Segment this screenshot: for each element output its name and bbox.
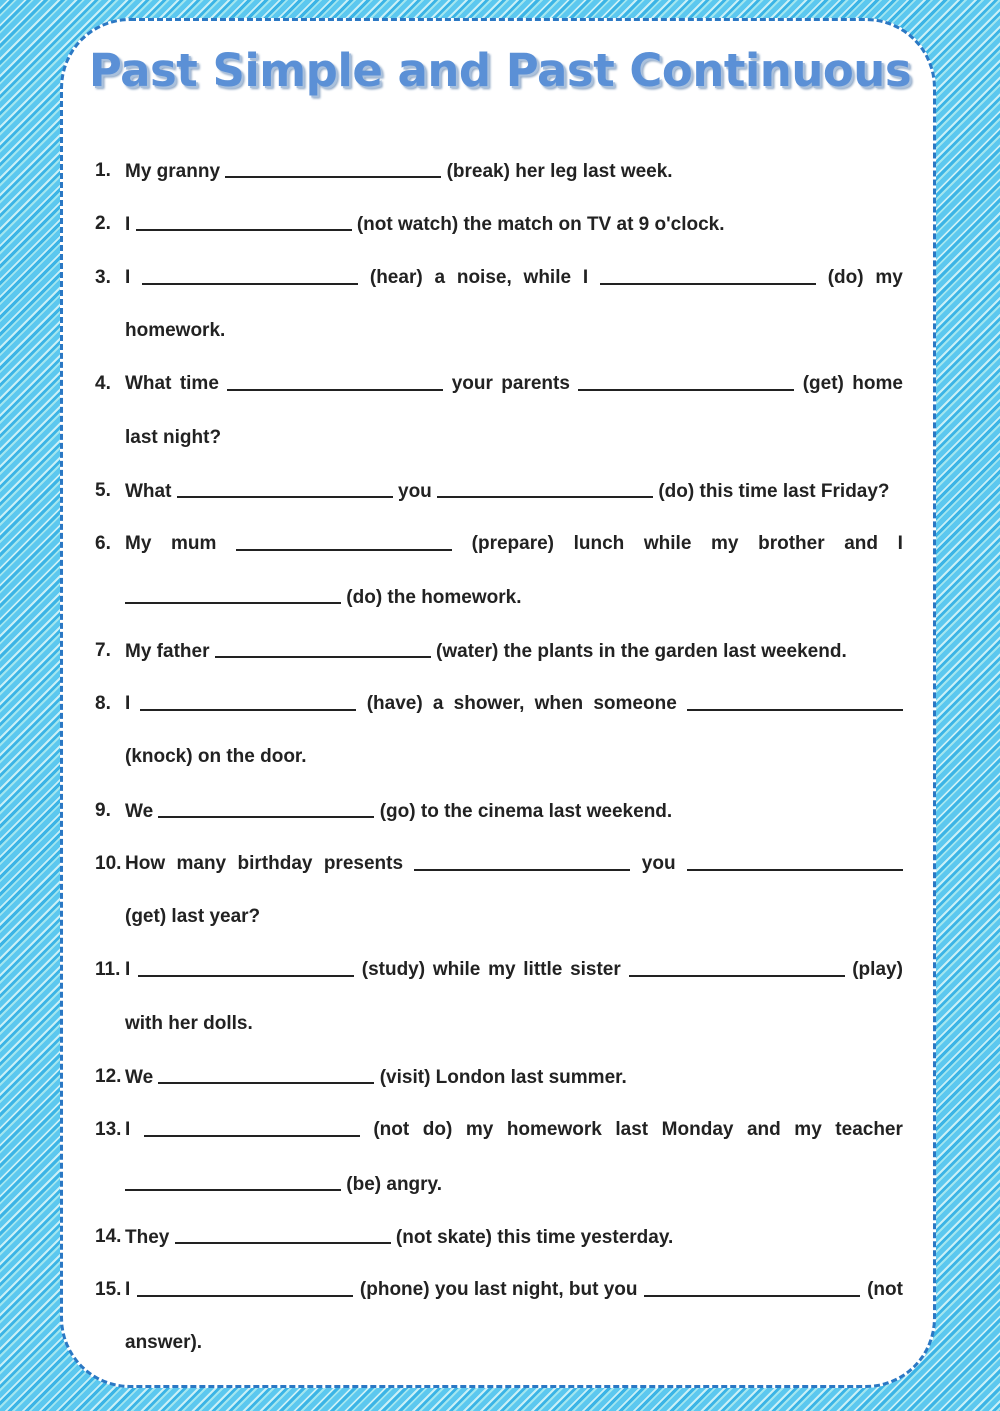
text: (play): [852, 959, 903, 980]
answer-blank[interactable]: [137, 1275, 353, 1297]
answer-blank[interactable]: [644, 1275, 860, 1297]
text: last: [615, 1119, 649, 1140]
exercise-11-continued: [125, 1009, 903, 1039]
item-number: 12.: [95, 1066, 122, 1087]
text: My: [125, 533, 152, 554]
item-number: 4.: [95, 373, 111, 394]
answer-blank[interactable]: [600, 263, 816, 285]
text: homework: [506, 1119, 602, 1140]
exercise-6: [95, 529, 903, 559]
text: What: [125, 373, 172, 394]
text: answer).: [125, 1332, 203, 1353]
text: My father: [125, 641, 210, 662]
text: presents: [323, 853, 404, 874]
answer-blank[interactable]: [175, 1222, 391, 1244]
text: my: [875, 267, 903, 288]
text: (do) the homework.: [346, 587, 522, 608]
answer-blank[interactable]: [215, 636, 431, 658]
exercise-12: [95, 1062, 903, 1092]
text: my: [711, 533, 739, 554]
exercise-5: [95, 476, 903, 506]
text: time: [179, 373, 219, 394]
answer-blank[interactable]: [629, 955, 845, 977]
exercise-14: [95, 1222, 903, 1252]
text: (not skate) this time yesterday.: [395, 1227, 674, 1248]
answer-blank[interactable]: [578, 369, 794, 391]
text: sister: [570, 959, 621, 980]
exercise-10: [95, 849, 903, 879]
text: and: [844, 533, 878, 554]
text: My granny: [125, 161, 221, 182]
text: mum: [171, 533, 217, 554]
exercise-3: [95, 263, 903, 293]
exercise-2: [95, 209, 903, 239]
text: (do): [827, 267, 864, 288]
item-number: 3.: [95, 267, 111, 288]
text: I: [125, 1119, 131, 1140]
text: teacher: [835, 1119, 903, 1140]
text: (be) angry.: [346, 1174, 442, 1195]
answer-blank[interactable]: [225, 156, 441, 178]
exercise-3-continued: [125, 316, 903, 346]
item-number: 2.: [95, 213, 111, 234]
text: parents: [501, 373, 570, 394]
text: (water) the plants in the garden last weekend.: [436, 641, 847, 662]
text: a: [432, 693, 444, 714]
text: (break) her leg last week.: [446, 161, 673, 182]
exercise-6-continued: [125, 582, 903, 612]
text: We: [125, 801, 154, 822]
exercise-4: [95, 369, 903, 399]
item-number: 15.: [95, 1279, 122, 1300]
answer-blank[interactable]: [138, 955, 354, 977]
item-number: 8.: [95, 693, 111, 714]
text: I: [125, 959, 131, 980]
exercise-11: [95, 955, 903, 985]
text: shower,: [453, 693, 525, 714]
text: last night?: [125, 427, 222, 448]
answer-blank[interactable]: [142, 263, 358, 285]
item-number: 13.: [95, 1119, 122, 1140]
text: my: [794, 1119, 822, 1140]
text: lunch: [573, 533, 625, 554]
text: How: [125, 853, 166, 874]
text: (not watch) the match on TV at 9 o'clock.: [356, 214, 725, 235]
text: my: [465, 1119, 494, 1140]
exercise-4-continued: [125, 423, 903, 453]
text: I: [125, 214, 131, 235]
text: (prepare): [471, 533, 554, 554]
exercise-7: [95, 636, 903, 666]
text: brother: [758, 533, 825, 554]
answer-blank[interactable]: [236, 529, 452, 551]
item-number: 9.: [95, 800, 111, 821]
text: I: [125, 693, 131, 714]
answer-blank[interactable]: [687, 849, 903, 871]
text: while: [432, 959, 481, 980]
text: your: [451, 373, 493, 394]
worksheet-title: Past Simple and Past Continuous: [88, 44, 912, 97]
answer-blank[interactable]: [144, 1115, 360, 1137]
text: (do) this time last Friday?: [658, 481, 890, 502]
text: (knock) on the door.: [125, 746, 307, 767]
text: We: [125, 1067, 154, 1088]
answer-blank[interactable]: [227, 369, 443, 391]
text: do): [422, 1119, 453, 1140]
text: I: [582, 267, 589, 288]
text: I: [125, 1279, 131, 1300]
text: (go) to the cinema last weekend.: [379, 801, 673, 822]
item-number: 1.: [95, 160, 111, 181]
answer-blank[interactable]: [158, 1062, 374, 1084]
item-number: 5.: [95, 480, 111, 501]
text: you: [641, 853, 676, 874]
exercise-13: [95, 1115, 903, 1145]
item-number: 10.: [95, 853, 122, 874]
exercise-15: [95, 1275, 903, 1305]
text: (have): [366, 693, 423, 714]
text: I: [125, 267, 131, 288]
text: homework.: [125, 320, 226, 341]
text: (hear): [369, 267, 423, 288]
item-number: 7.: [95, 640, 111, 661]
answer-blank[interactable]: [136, 209, 352, 231]
exercise-1: [95, 156, 903, 186]
exercise-10-continued: [125, 902, 903, 932]
text: when: [534, 693, 584, 714]
text: someone: [593, 693, 677, 714]
text: birthday: [237, 853, 313, 874]
text: with her dolls.: [125, 1013, 253, 1034]
text: I: [897, 533, 903, 554]
text: (not: [867, 1279, 903, 1300]
answer-blank[interactable]: [125, 1169, 341, 1191]
item-number: 11.: [95, 959, 121, 980]
text: (get): [802, 373, 844, 394]
exercise-9: [95, 796, 903, 826]
text: Monday: [661, 1119, 734, 1140]
text: my: [488, 959, 516, 980]
text: and: [746, 1119, 781, 1140]
text: What: [125, 481, 172, 502]
answer-blank[interactable]: [125, 582, 341, 604]
text: (get) last year?: [125, 906, 261, 927]
exercise-8-continued: [125, 742, 903, 772]
text: (phone) you last night, but you: [359, 1279, 638, 1300]
text: you: [398, 481, 432, 502]
text: while: [643, 533, 692, 554]
text: a: [434, 267, 446, 288]
answer-blank[interactable]: [140, 689, 356, 711]
text: noise,: [456, 267, 512, 288]
answer-blank[interactable]: [177, 476, 393, 498]
answer-blank[interactable]: [158, 796, 374, 818]
text: (not: [373, 1119, 410, 1140]
text: little: [523, 959, 563, 980]
text: home: [852, 373, 903, 394]
answer-blank[interactable]: [437, 476, 653, 498]
item-number: 6.: [95, 533, 111, 554]
item-number: 14.: [95, 1226, 122, 1247]
exercise-15-continued: [125, 1328, 903, 1358]
text: (visit) London last summer.: [379, 1067, 627, 1088]
text: They: [125, 1227, 170, 1248]
answer-blank[interactable]: [687, 689, 903, 711]
text: while: [523, 267, 572, 288]
exercise-13-continued: [125, 1169, 903, 1199]
answer-blank[interactable]: [414, 849, 630, 871]
exercise-8: [95, 689, 903, 719]
text: (study): [361, 959, 426, 980]
text: many: [176, 853, 227, 874]
